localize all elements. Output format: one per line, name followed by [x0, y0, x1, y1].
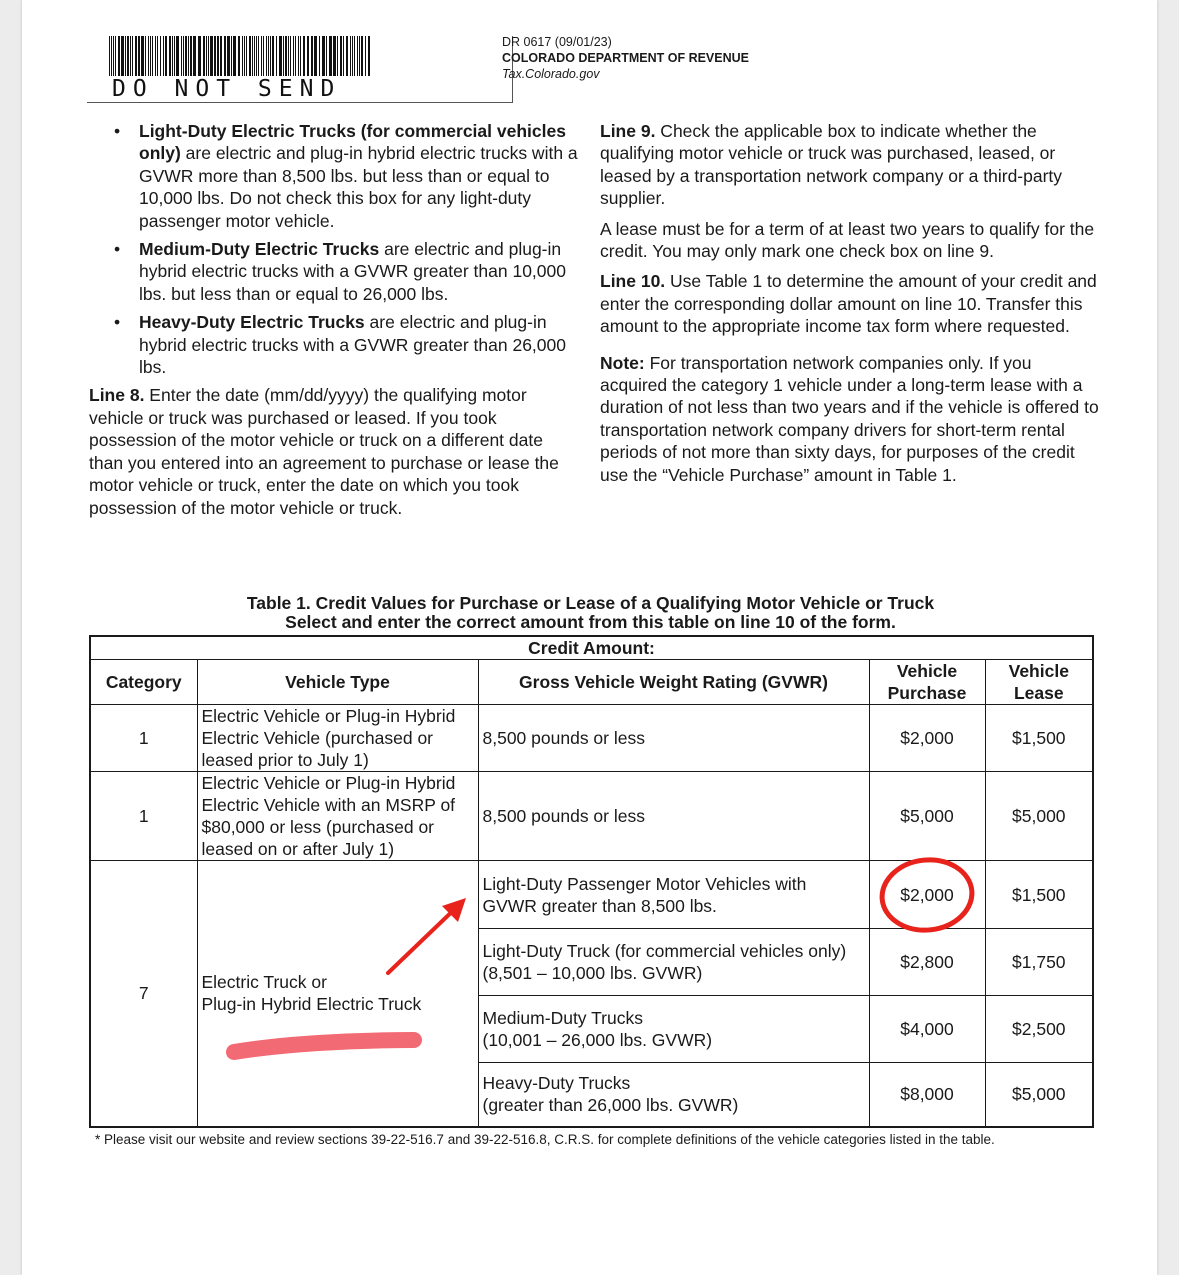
barcode-bar — [244, 36, 245, 76]
barcode-bar — [155, 36, 156, 76]
barcode-bar — [176, 36, 179, 76]
header-category: Category — [90, 660, 197, 705]
barcode-bar — [261, 36, 262, 76]
gvwr-line: Light-Duty Passenger Motor Vehicles with — [482, 873, 807, 894]
barcode-bar — [246, 36, 247, 76]
bullet-text: are electric and plug-in hybrid electric trucks with a GVWR greater than 26,000 lbs. — [139, 312, 566, 378]
barcode-bar — [113, 36, 114, 76]
agency-name: COLORADO DEPARTMENT OF REVENUE — [502, 51, 749, 65]
barcode-bar — [181, 36, 182, 76]
barcode-bar — [242, 36, 243, 76]
cell-purchase: $2,800 — [869, 929, 985, 996]
barcode-bar — [224, 36, 226, 76]
line-10-text: Use Table 1 to determine the amount of your credit and enter the corresponding dollar amount on line 10. Transfer this amount to the appropriate income tax form where requested. — [600, 271, 1097, 337]
cell-vehicle-type: Electric Vehicle or Plug-in Hybrid Electric Vehicle with an MSRP of $80,000 or less (purchased or leased on or after July 1) — [197, 772, 478, 861]
table-subtitle: Select and enter the correct amount from this table on line 10 of the form. — [285, 612, 896, 632]
line-8-instructions — [89, 384, 579, 518]
table-row — [90, 772, 1093, 861]
tnc-note — [600, 352, 1100, 486]
barcode-bar — [293, 36, 294, 76]
bullet-icon: • — [114, 312, 121, 333]
barcode-bar — [290, 36, 291, 76]
bullet-medium-duty-trucks — [89, 238, 579, 305]
barcode-bar — [157, 36, 158, 76]
header-gvwr: Gross Vehicle Weight Rating (GVWR) — [478, 660, 869, 705]
barcode-bar — [283, 36, 284, 76]
barcode-bar — [359, 36, 360, 76]
bullet-text: are electric and plug-in hybrid electric trucks with a GVWR more than 8,500 lbs. but less than or equal to 10,000 lbs. Do not check this box for any light-duty passenger motor vehicle. — [139, 143, 578, 231]
barcode-bar — [276, 36, 277, 76]
barcode-bar — [311, 36, 313, 76]
barcode-bar — [272, 36, 274, 76]
cell-category: 7 — [90, 861, 197, 1127]
line-8-text: Enter the date (mm/dd/yyyy) the qualifying motor vehicle or truck was purchased or leased. If you took possession of the motor vehicle or truck on a different date than you entered into an agreement to purchase or lease the motor vehicle or truck, enter the date on which you took possession of the motor vehicle or truck. — [89, 385, 559, 518]
barcode-bar — [172, 36, 173, 76]
bullet-icon: • — [114, 239, 121, 260]
barcode-bar — [238, 36, 240, 76]
barcode-bar — [169, 36, 171, 76]
barcode-bar — [249, 36, 251, 76]
line-9-text: Check the applicable box to indicate whether the qualifying motor vehicle or truck was purchased, leased, or leased by a transportation network company or a third-party supplier. — [600, 121, 1063, 209]
barcode-bar — [208, 36, 209, 76]
cell-gvwr — [478, 996, 869, 1063]
cell-lease: $1,750 — [985, 929, 1093, 996]
header-vehicle-lease: Vehicle Lease — [985, 660, 1093, 705]
barcode-bar — [300, 36, 301, 76]
cell-gvwr — [478, 929, 869, 996]
cell-purchase: $2,000 — [869, 861, 985, 929]
credit-amount-header-row — [90, 636, 1093, 660]
barcode-bar — [198, 36, 201, 76]
barcode-bar — [132, 36, 133, 76]
bullet-term: Heavy-Duty Electric Trucks — [139, 312, 365, 333]
cell-lease: $1,500 — [985, 705, 1093, 772]
barcode-bar — [298, 36, 299, 76]
barcode-bar — [252, 36, 253, 76]
barcode-bar — [185, 36, 187, 76]
cell-gvwr — [478, 861, 869, 929]
barcode-bar — [111, 36, 112, 76]
barcode-bar — [135, 36, 137, 76]
barcode-bar — [152, 36, 153, 76]
barcode-bar — [115, 36, 116, 76]
barcode-bar — [270, 36, 271, 76]
table-row — [90, 705, 1093, 772]
note-text: For transportation network companies only. If you acquired the category 1 vehicle under a long-term lease with a duration of not less than two years and if the vehicle is offered to transportation network company drivers for short-term rental periods of not more than sixty days, for purposes of the credit use the “Vehicle Purchase” amount in Table 1. — [600, 352, 1099, 485]
barcode-bar — [268, 36, 269, 76]
cell-purchase: $4,000 — [869, 996, 985, 1063]
cell-lease: $5,000 — [985, 1063, 1093, 1127]
cell-purchase: $5,000 — [869, 772, 985, 861]
form-header — [502, 34, 749, 82]
barcode-bar — [340, 36, 342, 76]
barcode-bar — [295, 36, 296, 76]
barcode-bar — [326, 36, 327, 76]
table-caption — [89, 594, 1092, 632]
bullet-term: Light-Duty Electric Trucks (for commercial vehicles only) — [139, 121, 566, 164]
bullet-text: are electric and plug-in hybrid electric trucks with a GVWR greater than 10,000 lbs. but less than or equal to 26,000 lbs. — [139, 239, 566, 304]
barcode-bar — [279, 36, 282, 76]
document-page — [22, 0, 1157, 1275]
barcode-bar — [163, 36, 164, 76]
barcode-bar — [343, 36, 344, 76]
line-10-instructions — [600, 270, 1100, 337]
barcode-box — [87, 36, 513, 103]
barcode-bar — [333, 36, 336, 76]
barcode-bar — [314, 36, 317, 76]
barcode-bar — [307, 36, 309, 76]
cell-gvwr — [478, 1063, 869, 1127]
barcode-bar — [233, 36, 236, 76]
barcode-bar — [127, 36, 129, 76]
barcode-bar — [365, 36, 366, 76]
barcode-bar — [145, 36, 146, 76]
bullet-term: Medium-Duty Electric Trucks — [139, 239, 380, 260]
agency-website: Tax.Colorado.gov — [502, 67, 600, 81]
gvwr-line: (10,001 – 26,000 lbs. GVWR) — [482, 1030, 713, 1050]
do-not-send-label: DO NOT SEND — [112, 76, 342, 102]
barcode-bar — [125, 36, 126, 76]
barcode-bar — [352, 36, 353, 76]
form-code: DR 0617 (09/01/23) — [502, 35, 612, 49]
left-column — [89, 120, 579, 519]
lease-requirement: A lease must be for a term of at least two years to qualify for the credit. You may only mark one check box on line 9. — [600, 218, 1095, 262]
cell-purchase: $8,000 — [869, 1063, 985, 1127]
barcode-bar — [256, 36, 257, 76]
barcode-bar — [210, 36, 213, 76]
barcode-bar — [165, 36, 167, 76]
barcode-bar — [354, 36, 355, 76]
table-row — [90, 861, 1093, 929]
line-9-instructions — [600, 120, 1100, 210]
barcode-bar — [357, 36, 358, 76]
credit-amount-header: Credit Amount: — [90, 636, 1093, 660]
cell-vehicle-type-truck — [197, 861, 478, 1127]
barcode-bar — [346, 36, 348, 76]
barcode-bar — [188, 36, 189, 76]
barcode-bar — [118, 36, 120, 76]
barcode-bar — [263, 36, 264, 76]
barcode-bar — [148, 36, 149, 76]
line-10-label: Line 10. — [600, 271, 666, 292]
barcode-bar — [190, 36, 192, 76]
barcode-image — [87, 36, 377, 78]
barcode-bar — [141, 36, 144, 76]
barcode-bar — [266, 36, 267, 76]
barcode-bar — [217, 36, 219, 76]
barcode-bar — [322, 36, 325, 76]
barcode-bar — [227, 36, 230, 76]
barcode-bar — [206, 36, 207, 76]
barcode-bar — [150, 36, 151, 76]
gvwr-line: Light-Duty Truck (for commercial vehicles only) — [482, 941, 847, 961]
cell-purchase: $2,000 — [869, 705, 985, 772]
cell-category: 1 — [90, 705, 197, 772]
gvwr-line: GVWR greater than 8,500 lbs. — [482, 895, 717, 916]
line-9-label: Line 9. — [600, 121, 656, 141]
barcode-bar — [285, 36, 287, 76]
barcode-bar — [214, 36, 216, 76]
barcode-bar — [109, 36, 110, 76]
barcode-bar — [138, 36, 140, 76]
barcode-bar — [303, 36, 305, 76]
right-column — [600, 120, 1100, 494]
barcode-bar — [160, 36, 161, 76]
barcode-bar — [174, 36, 175, 76]
barcode-bar — [231, 36, 232, 76]
barcode-bar — [361, 36, 363, 76]
header-vehicle-type: Vehicle Type — [197, 660, 478, 705]
barcode-bar — [329, 36, 332, 76]
table-footnote: * Please visit our website and review sections 39-22-516.7 and 39-22-516.8, C.R.S. for complete definitions of the vehicle categories listed in the table. — [95, 1132, 995, 1147]
gvwr-line: Heavy-Duty Trucks — [482, 1073, 631, 1094]
gvwr-line: Medium-Duty Trucks — [482, 1008, 643, 1028]
cell-category: 1 — [90, 772, 197, 861]
barcode-bar — [288, 36, 289, 76]
barcode-bar — [121, 36, 124, 76]
vehicle-type-line: Plug-in Hybrid Electric Truck — [201, 994, 422, 1015]
cell-lease: $2,500 — [985, 996, 1093, 1063]
barcode-bar — [368, 36, 370, 76]
bullet-light-duty-trucks — [89, 120, 579, 232]
header-vehicle-purchase: Vehicle Purchase — [869, 660, 985, 705]
barcode-bar — [319, 36, 320, 76]
barcode-bar — [350, 36, 351, 76]
barcode-bar — [258, 36, 259, 76]
cell-lease: $5,000 — [985, 772, 1093, 861]
barcode-bar — [220, 36, 222, 76]
barcode-bar — [193, 36, 196, 76]
barcode-bar — [130, 36, 131, 76]
note-label: Note: — [600, 352, 645, 373]
table-title: Table 1. Credit Values for Purchase or Lease of a Qualifying Motor Vehicle or Truck — [246, 593, 935, 613]
vehicle-type-line: Electric Truck or — [201, 972, 327, 993]
barcode-bar — [337, 36, 338, 76]
gvwr-line: (greater than 26,000 lbs. GVWR) — [482, 1095, 739, 1116]
barcode-bar — [183, 36, 184, 76]
cell-gvwr: 8,500 pounds or less — [478, 705, 869, 772]
barcode-bar — [254, 36, 255, 76]
cell-gvwr: 8,500 pounds or less — [478, 772, 869, 861]
cell-vehicle-type: Electric Vehicle or Plug-in Hybrid Electric Vehicle (purchased or leased prior to July 1) — [197, 705, 478, 772]
table-header-row — [90, 660, 1093, 705]
bullet-icon: • — [114, 121, 121, 141]
bullet-heavy-duty-trucks — [89, 311, 579, 378]
barcode-bar — [203, 36, 205, 76]
gvwr-line: (8,501 – 10,000 lbs. GVWR) — [482, 963, 703, 983]
line-8-label: Line 8. — [89, 385, 145, 406]
credit-values-table — [89, 635, 1094, 1128]
cell-lease: $1,500 — [985, 861, 1093, 929]
